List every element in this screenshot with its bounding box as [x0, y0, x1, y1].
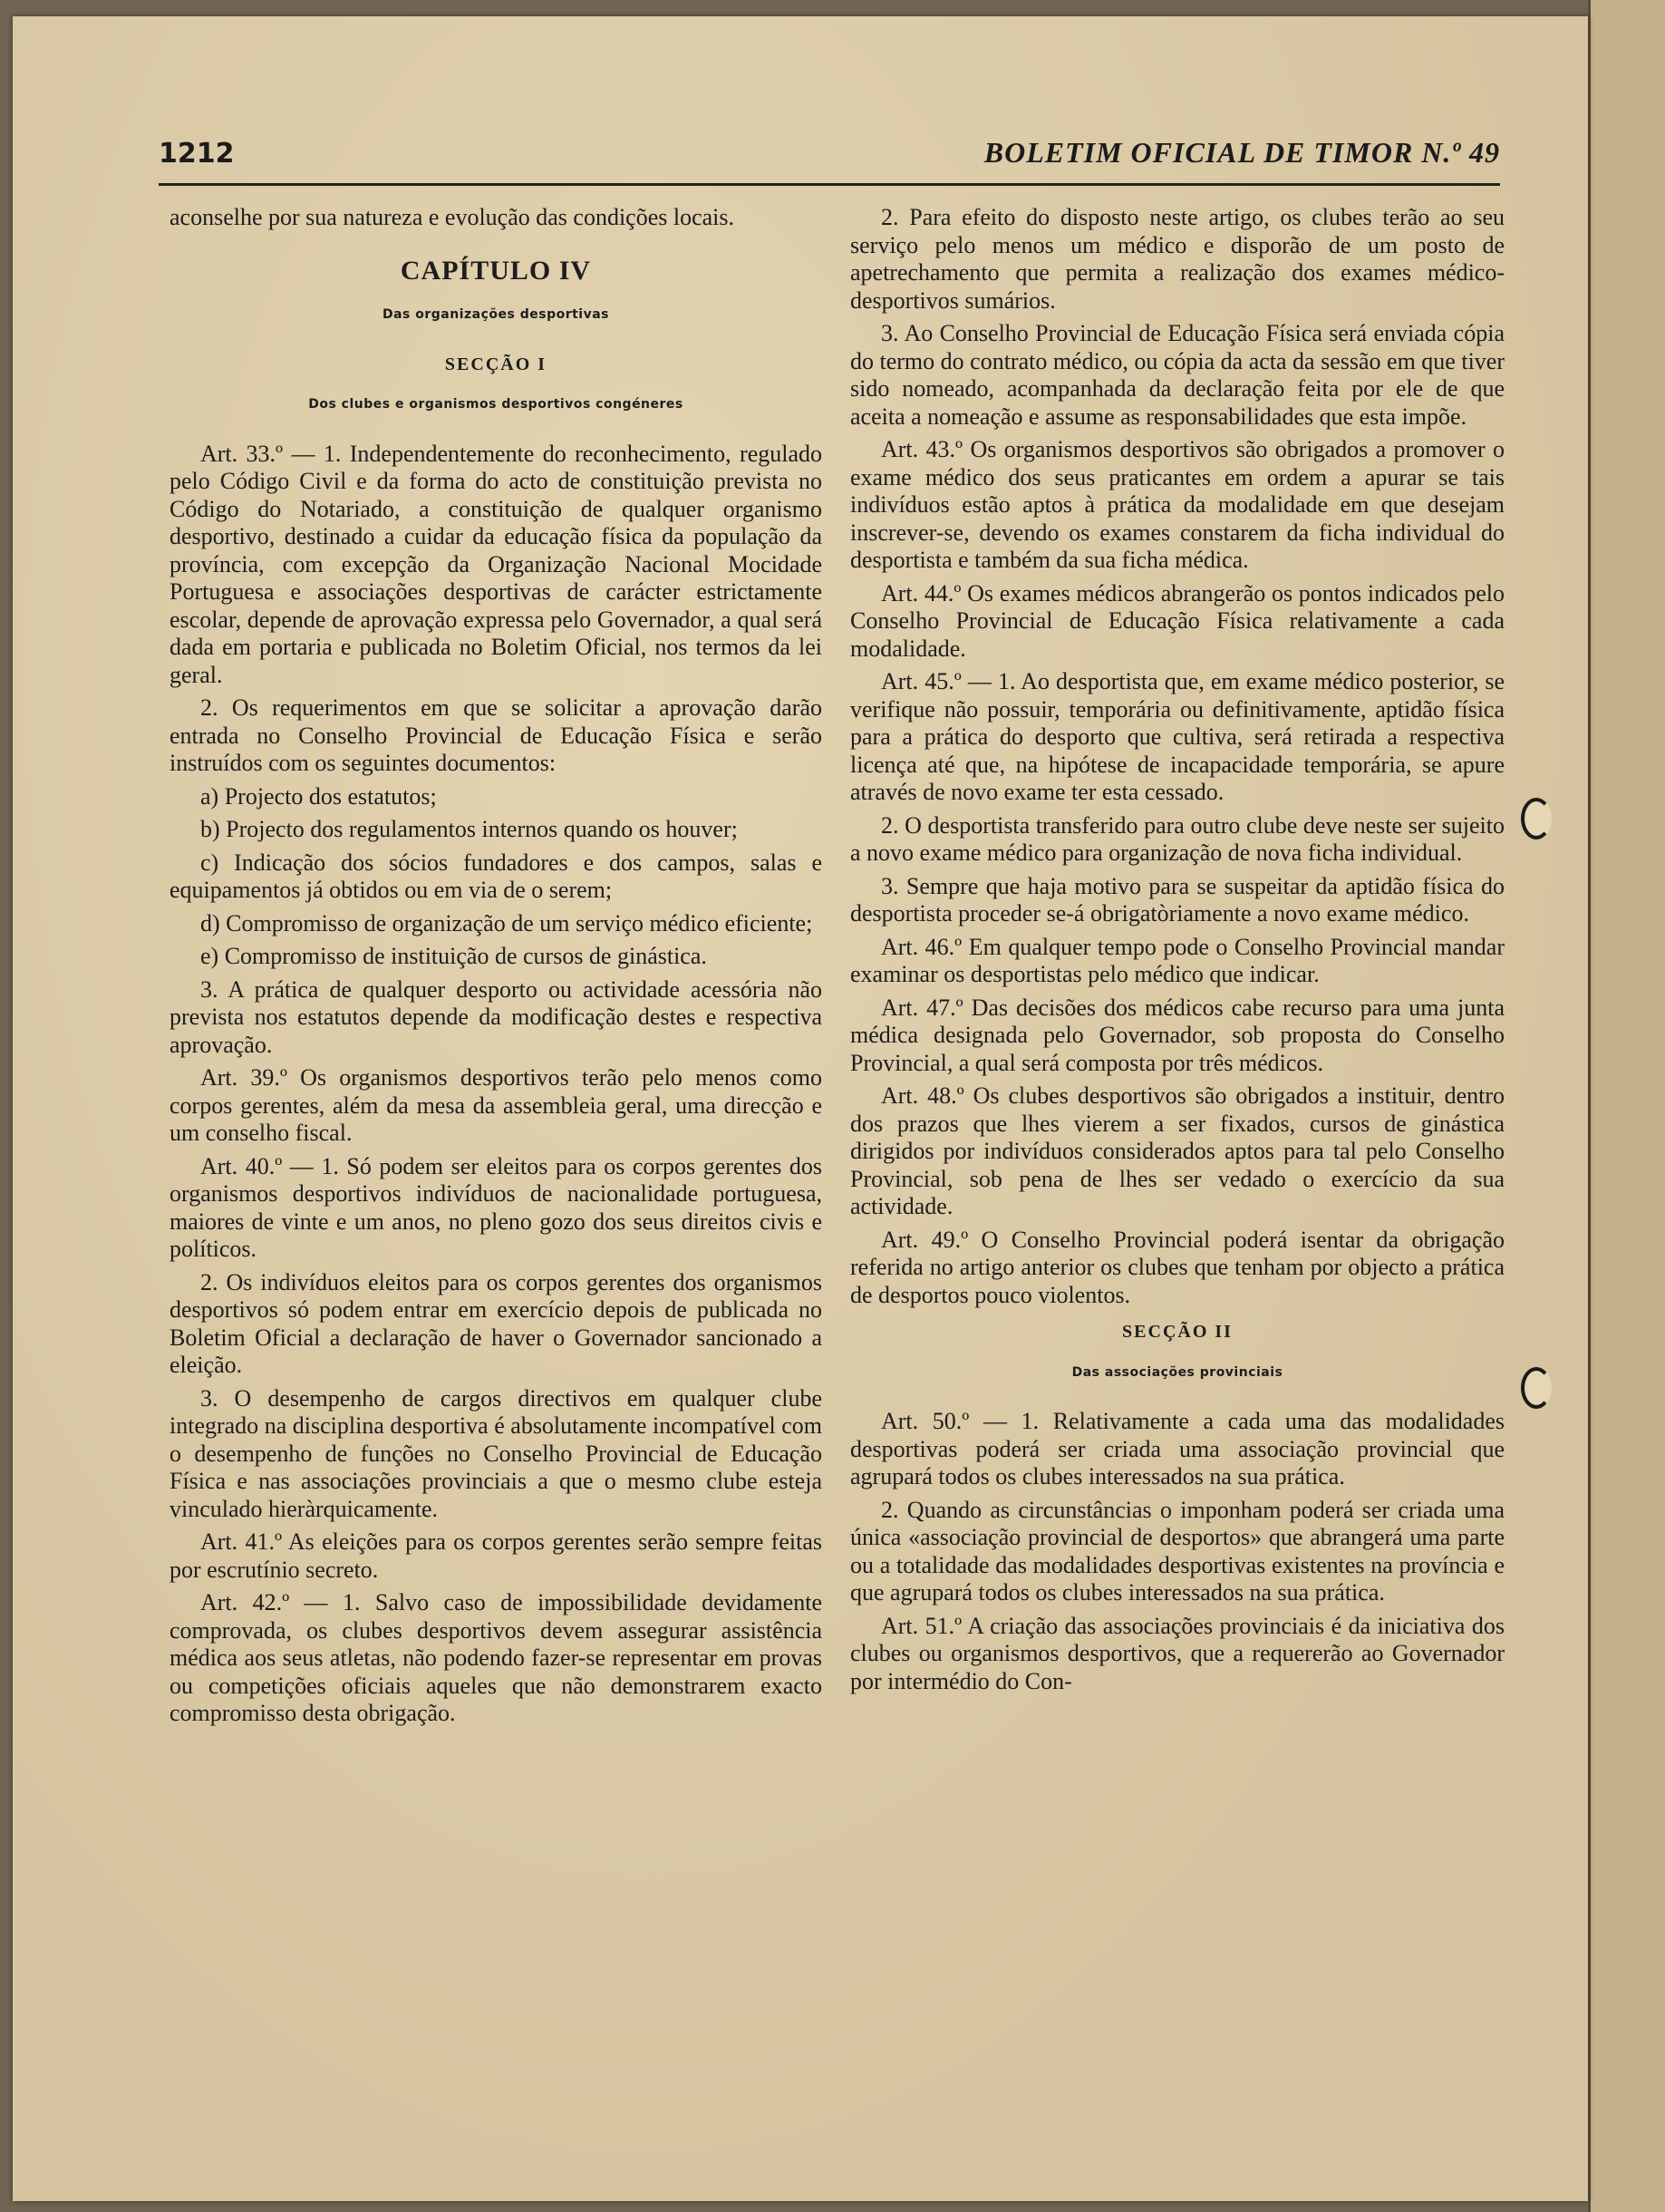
paragraph: 2. O desportista transferido para outro clube deve neste ser sujeito a novo exame médico para organização de nova ficha individual. — [850, 811, 1505, 866]
adjacent-page-edge — [1588, 0, 1665, 2212]
binder-hole-lower — [1521, 1367, 1552, 1409]
right-column — [850, 204, 1505, 1701]
section-heading: SECÇÃO II — [1122, 1322, 1233, 1342]
paragraph: 3. Sempre que haja motivo para se suspeitar da aptidão física do desportista proceder se-á obrigatòriamente a novo exame médico. — [850, 872, 1505, 927]
paragraph: Art. 50.º — 1. Relativamente a cada uma das modalidades desportivas poderá ser criada uma associação provincial que agrupará todos os clubes interessados na sua prática. — [850, 1408, 1505, 1489]
paragraph: Art. 49.º O Conselho Provincial poderá isentar da obrigação referida no artigo anterior os clubes que tenham por objecto a prática de desportos pouco violentos. — [850, 1226, 1505, 1308]
paragraph: Art. 33.º — 1. Independentemente do reconhecimento, regulado pelo Código Civil e da forma do acto de constituição prevista no Código do Notariado, a constituição de qualquer organismo desportivo, destinado a cuidar da educação física da população da província, com excepção da Organização Nacional Mocidade Portuguesa e associações desportivas de carácter estrictamente escolar, depende de aprovação expressa pelo Governador, a qual será dada em portaria e publicada no Boletim Oficial, nos termos da lei geral. — [169, 440, 822, 688]
list-item: c) Indicação dos sócios fundadores e dos campos, salas e equipamentos já obtidos ou em via de o serem; — [169, 849, 822, 903]
chapter-subtitle: Das organizações desportivas — [382, 307, 610, 322]
binder-hole-upper — [1521, 798, 1552, 839]
paragraph: Art. 44.º Os exames médicos abrangerão os pontos indicados pelo Conselho Provincial de Educação Física relativamente a cada modalidade. — [850, 579, 1505, 662]
paragraph: 3. O desempenho de cargos directivos em qualquer clube integrado na disciplina desportiva é absolutamente incompatível com o desempenho de funções no Conselho Provincial de Educação Física e nas associações provinciais a que o mesmo clube esteja vinculado hieràrquicamente. — [169, 1384, 822, 1522]
paragraph: 2. Para efeito do disposto neste artigo, os clubes terão ao seu serviço pelo menos um médico e disporão de um posto de apetrechamento que permita a realização dos exames médico-desportivos sumários. — [850, 204, 1505, 314]
paragraph: Art. 47.º Das decisões dos médicos cabe recurso para uma junta médica designada pelo Governador, sob proposta do Conselho Provincial, a qual será composta por três médicos. — [850, 994, 1505, 1076]
paragraph: 2. Quando as circunstâncias o imponham poderá ser criada uma única «associação provincial de desportos» que abrangerá uma parte ou a totalidade das modalidades desportivas existentes na província e que agrupará todos os clubes interessados na sua prática. — [850, 1496, 1505, 1606]
page-number: 1212 — [159, 138, 235, 170]
page-header — [159, 134, 1500, 186]
chapter-heading: CAPÍTULO IV — [400, 255, 592, 286]
list-item: d) Compromisso de organização de um serviço médico eficiente; — [200, 909, 813, 936]
paragraph: 2. Os requerimentos em que se solicitar a aprovação darão entrada no Conselho Provincial de Educação Física e serão instruídos com os seguintes documentos: — [169, 694, 822, 776]
paragraph: Art. 48.º Os clubes desportivos são obrigados a instituir, dentro dos prazos que lhes vierem a ser fixados, cursos de ginástica dirigidos por indivíduos considerados aptos para tal pelo Conselho Provincial, sob pena de lhes ser vedado o exercício da sua actividade. — [850, 1082, 1505, 1219]
list-item: a) Projecto dos estatutos; — [200, 782, 437, 810]
section-subtitle: Das associações provinciais — [1071, 1364, 1283, 1380]
paragraph: Art. 46.º Em qualquer tempo pode o Conselho Provincial mandar examinar os desportistas pelo médico que indicar. — [850, 933, 1505, 987]
list-item: e) Compromisso de instituição de cursos de ginástica. — [200, 943, 707, 969]
left-column — [169, 204, 822, 1733]
paragraph: Art. 39.º Os organismos desportivos terão pelo menos como corpos gerentes, além da mesa da assembleia geral, uma direcção e um conselho fiscal. — [169, 1064, 822, 1146]
paragraph: 3. Ao Conselho Provincial de Educação Física será enviada cópia do termo do contrato médico, ou cópia da acta da sessão em que tiver sido nomeado, acompanhada da declaração feita por ele de que aceita a nomeação e assume as responsabilidades que esta impõe. — [850, 320, 1505, 430]
paragraph: aconselhe por sua natureza e evolução das condições locais. — [169, 204, 735, 230]
running-title: BOLETIM OFICIAL DE TIMOR N.º 49 — [983, 136, 1500, 169]
paragraph: Art. 51.º A criação das associações provinciais é da iniciativa dos clubes ou organismos desportivos, que a requererão ao Governador por intermédio do Con- — [850, 1612, 1505, 1694]
paragraph: Art. 40.º — 1. Só podem ser eleitos para os corpos gerentes dos organismos desportivos indivíduos de nacionalidade portuguesa, maiores de vinte e um anos, no pleno gozo dos seus direitos civis e políticos. — [169, 1152, 822, 1262]
paragraph: Art. 41.º As eleições para os corpos gerentes serão sempre feitas por escrutínio secreto. — [169, 1528, 822, 1583]
paragraph: Art. 45.º — 1. Ao desportista que, em exame médico posterior, se verifique não possuir, temporária ou definitivamente, aptidão física para a prática do desporto que cultiva, será retirada a respectiva licença até que, na hipótese de incapacidade temporária, se apure através de novo exame ter esta cessado. — [850, 668, 1505, 805]
list-item: b) Projecto dos regulamentos internos quando os houver; — [200, 816, 738, 842]
paragraph: 3. A prática de qualquer desporto ou actividade acessória não prevista nos estatutos depende da modificação destes e respectiva aprovação. — [169, 975, 822, 1058]
section-heading: SECÇÃO I — [444, 354, 547, 374]
section-subtitle: Dos clubes e organismos desportivos congéneres — [308, 397, 683, 412]
paragraph: Art. 43.º Os organismos desportivos são obrigados a promover o exame médico dos seus praticantes em ordem a apurar se tais indivíduos estão aptos à prática da modalidade em que desejam inscrever-se, devendo os exames constarem da ficha individual do desportista e também da sua ficha médica. — [850, 436, 1505, 573]
paragraph: 2. Os indivíduos eleitos para os corpos gerentes dos organismos desportivos só podem entrar em exercício depois de publicada no Boletim Oficial a declaração de haver o Governador sancionado a eleição. — [169, 1268, 822, 1378]
paragraph: Art. 42.º — 1. Salvo caso de impossibilidade devidamente comprovada, os clubes desportivos devem assegurar assistência médica aos seus atletas, não podendo fazer-se representar em provas ou competições oficiais aqueles que não demonstrarem exacto compromisso desta obrigação. — [169, 1589, 822, 1726]
